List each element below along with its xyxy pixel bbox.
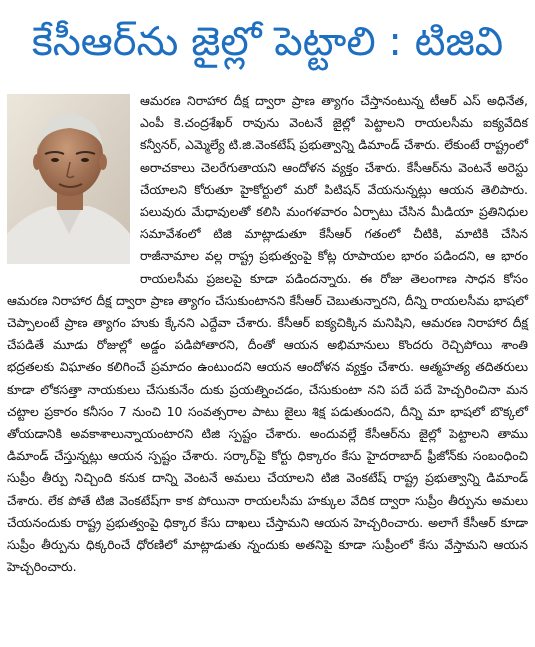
headline: కేసీఆర్‌ను జైల్లో పెట్టాలి : టిజివి <box>31 19 504 65</box>
article-body <box>7 90 528 638</box>
portrait-photo-drawing <box>7 94 130 264</box>
article-text: ఆమరణ నిరాహార దీక్ష ద్వారా ప్రాణ త్యాగం చేస్తానంటున్న టీఆర్ ఎస్ అధినేత, ఎంపీ కె.చంద్రశేఖర్ రావును వెంటనే జైల్లో పెట్టాలని రాయలసీమ ఐక్యవేదిక కన్వీనర్, ఎమ్మెల్యే టి.జి.వెంకటేష్ ప్రభుత్వాన్ని డిమాండ్ చేశారు. లేకుంటే రాష్ట్రంలో అరాచకాలు చెలరేగుతాయని ఆందోళన వ్యక్తం చేశారు. కేసీఆర్‌ను వెంటనే అరెస్టు చేయాలని కోరుతూ హైకోర్టులో మరో పిటిషన్ వేయనున్నట్లు ఆయన తెలిపారు. పలువురు మేధావులతో కలిసి మంగళవారం ఏర్పాటు చేసిన మీడియా ప్రతినిధుల సమావేశంలో టిజి మాట్లాడుతూ కేసీఆర్ గతంలో చీటికి, మాటికి చేసిన రాజీనామాల వల్ల రాష్ట్ర ప్రభుత్వంపై కోట్ల రూపాయల భారం పడిందని, ఆ భారం రాయలసీమ ప్రజలపై కూడా పడిందన్నారు. ఈ రోజు తెలంగాణ సాధన కోసం ఆమరణ నిరాహార దీక్ష ద్వారా ప్రాణ త్యాగం చేసుకుంటానని కేసీఆర్ చెబుతున్నారని, దీన్ని రాయలసీమ భాషలో చెప్పాలంటే ప్రాణ త్యాగం హుకు క్కేనని ఎద్దేవా చేశారు. కేసీఆర్ ఐక్యచిక్కిన మనిషిని, ఆమరణ నిరాహార దీక్ష చేపడితే మూడు రోజుల్లో అడ్డం పడిపోతారని, దీంతో ఆయన అభిమానులు కొందరు రెచ్చిపోయి శాంతి భద్రతలకు విఘాతం కలిగించే ప్రమాదం ఉంటుందని ఆయన ఆందోళన వ్యక్తం చేశారు. ఆత్మహత్య తదితరులు కూడా లోకసత్తా నాయకులు చేసుకునేం దుకు ప్రయత్నించడం, చేసుకుంటా నని పదే పదే హెచ్చరించినా మన చట్టాల ప్రకారం కనీసం 7 నుంచి 10 సంవత్సరాల పాటు జైలు శిక్ష పడుతుందని, దీన్ని మా భాషలో బొక్కలో తోయడానికి అవకాశాలున్నాయంటారని టిజి స్పష్టం చేశారు. అందువల్లే కేసీఆర్‌ను జైల్లో పెట్టాలని తాము డిమాండ్ చేస్తున్నట్లు ఆయన స్పష్టం చేశారు. సర్కార్‌పై కోర్టు ధిక్కారం కేసు హైదరాబాద్ ఫ్రీజోన్‌కు సంబంధించి సుప్రీం తీర్పు నిచ్చింది కనుక దాన్ని వెంటనే అమలు చేయాలని టిజి వెంకటేష్ రాష్ట్ర ప్రభుత్వాన్ని డిమాండ్ చేశారు. లేక పోతే టిజి వెంకటేష్‌గా కాక పోయినా రాయలసీమ హక్కుల వేదిక ద్వారా సుప్రీం తీర్పును అమలు చేయనందుకు రాష్ట్ర ప్రభుత్వంపై ధిక్కార కేసు దాఖలు చేస్తామని ఆయన హెచ్చరించారు. అలాగే కేసీఆర్ కూడా సుప్రీం తీర్పును ధిక్కరించే ధోరణిలో మాట్లాడుతు న్నందుకు అతనిపై కూడా సుప్రీంలో కేసు వేస్తామని ఆయన హెచ్చరించారు. <box>7 93 528 575</box>
portrait-photo <box>7 94 130 264</box>
